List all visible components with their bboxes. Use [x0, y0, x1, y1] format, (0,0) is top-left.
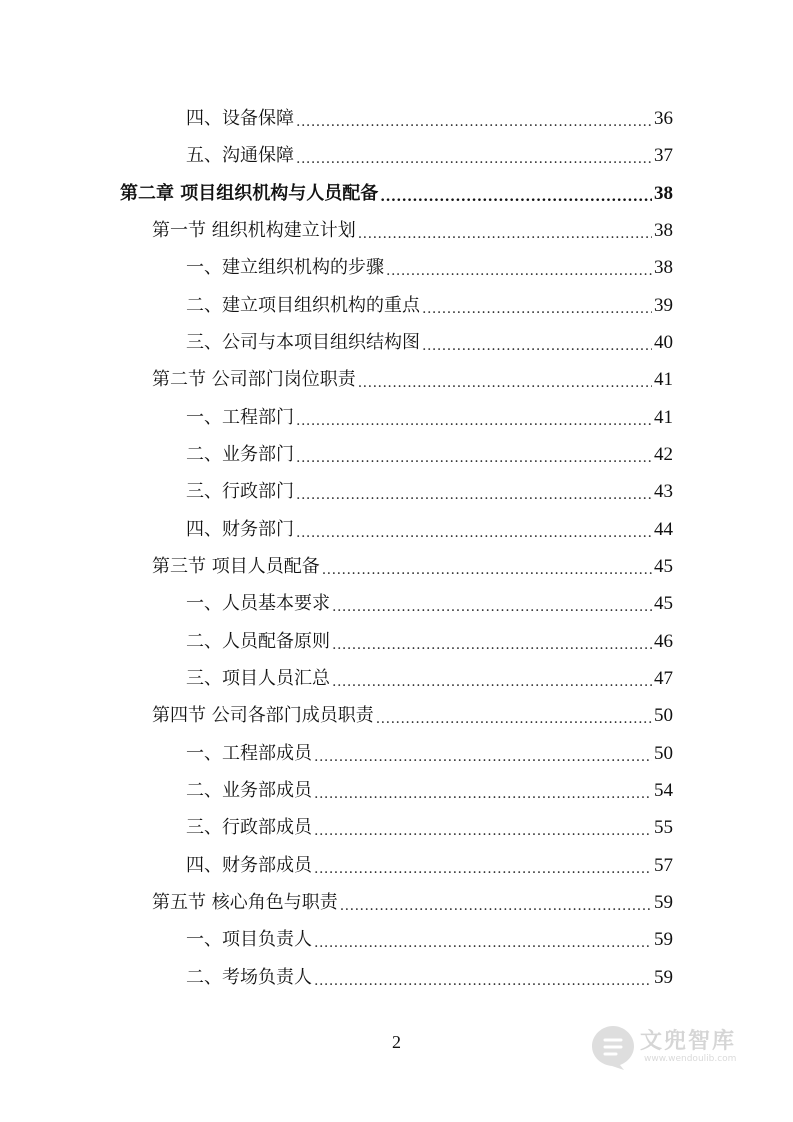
- dot-leader: [296, 145, 652, 167]
- toc-entry-label: 三、公司与本项目组织结构图: [186, 332, 420, 353]
- dot-leader: [422, 295, 652, 317]
- toc-entry-page: 42: [654, 444, 673, 465]
- dot-leader: [376, 705, 652, 727]
- toc-entry[interactable]: [186, 585, 673, 615]
- dot-leader: [296, 519, 652, 541]
- toc-entry-label: 四、设备保障: [186, 108, 294, 129]
- toc-section-entry[interactable]: [152, 212, 673, 242]
- toc-entry[interactable]: [186, 436, 673, 466]
- toc-entry-page: 40: [654, 332, 673, 353]
- dot-leader: [322, 556, 652, 578]
- toc-entry-page: 37: [654, 145, 673, 166]
- toc-entry-page: 43: [654, 481, 673, 502]
- toc-entry-label: 第五节 核心角色与职责: [152, 892, 338, 913]
- toc-entry-label: 二、建立项目组织机构的重点: [186, 295, 420, 316]
- toc-entry-label: 第二章 项目组织机构与人员配备: [120, 183, 379, 204]
- toc-section-entry[interactable]: [152, 361, 673, 391]
- dot-leader: [380, 183, 652, 205]
- toc-entry-label: 二、业务部成员: [186, 780, 312, 801]
- dot-leader: [296, 108, 652, 130]
- dot-leader: [358, 369, 652, 391]
- toc-entry-label: 五、沟通保障: [186, 145, 294, 166]
- toc-entry-label: 第一节 组织机构建立计划: [152, 220, 356, 241]
- toc-entry-label: 三、行政部成员: [186, 817, 312, 838]
- toc-entry-page: 39: [654, 295, 673, 316]
- toc-entry-label: 一、工程部门: [186, 407, 294, 428]
- dot-leader: [386, 257, 652, 279]
- toc-entry-label: 第二节 公司部门岗位职责: [152, 369, 356, 390]
- toc-entry[interactable]: [186, 623, 673, 653]
- page-number: 2: [392, 1032, 401, 1052]
- toc-entry-page: 41: [654, 369, 673, 390]
- toc-entry[interactable]: [186, 809, 673, 839]
- dot-leader: [340, 892, 652, 914]
- toc-entry-page: 50: [654, 705, 673, 726]
- toc-entry-page: 59: [654, 967, 673, 988]
- toc-entry[interactable]: [186, 399, 673, 429]
- dot-leader: [296, 407, 652, 429]
- toc-entry[interactable]: [186, 324, 673, 354]
- toc-entry[interactable]: [186, 287, 673, 317]
- toc-entry-page: 36: [654, 108, 673, 129]
- toc-entry-page: 50: [654, 743, 673, 764]
- dot-leader: [422, 332, 652, 354]
- toc-entry[interactable]: [186, 921, 673, 951]
- toc-entry[interactable]: [186, 959, 673, 989]
- watermark-brand: 文兜智库: [640, 1029, 737, 1054]
- dot-leader: [314, 817, 652, 839]
- toc-entry-page: 38: [654, 257, 673, 278]
- toc-entry[interactable]: [186, 660, 673, 690]
- toc-entry[interactable]: [186, 735, 673, 765]
- toc-entry[interactable]: [186, 249, 673, 279]
- dot-leader: [332, 668, 652, 690]
- toc-entry-label: 三、行政部门: [186, 481, 294, 502]
- dot-leader: [314, 929, 652, 951]
- dot-leader: [296, 481, 652, 503]
- toc-entry[interactable]: [186, 473, 673, 503]
- toc-entry-page: 47: [654, 668, 673, 689]
- dot-leader: [332, 593, 652, 615]
- toc-entry-label: 第三节 项目人员配备: [152, 556, 320, 577]
- toc-entry-label: 一、工程部成员: [186, 743, 312, 764]
- toc-entry[interactable]: [186, 772, 673, 802]
- dot-leader: [314, 743, 652, 765]
- dot-leader: [314, 855, 652, 877]
- toc-entry-label: 二、考场负责人: [186, 967, 312, 988]
- toc-entry-page: 57: [654, 855, 673, 876]
- dot-leader: [314, 967, 652, 989]
- toc-entry-page: 44: [654, 519, 673, 540]
- toc-entry[interactable]: [186, 847, 673, 877]
- toc-entry-label: 二、业务部门: [186, 444, 294, 465]
- toc-entry-label: 一、项目负责人: [186, 929, 312, 950]
- toc-entry-label: 一、建立组织机构的步骤: [186, 257, 384, 278]
- toc-entry-page: 38: [654, 183, 673, 204]
- dot-leader: [296, 444, 652, 466]
- toc-entry-page: 59: [654, 892, 673, 913]
- dot-leader: [358, 220, 652, 242]
- toc-entry-page: 45: [654, 556, 673, 577]
- toc-entry-label: 三、项目人员汇总: [186, 668, 330, 689]
- toc-entry[interactable]: [186, 100, 673, 130]
- toc-entry-label: 四、财务部门: [186, 519, 294, 540]
- toc-entry-page: 59: [654, 929, 673, 950]
- toc-entry-page: 46: [654, 631, 673, 652]
- toc-entry-page: 55: [654, 817, 673, 838]
- toc-entry-label: 一、人员基本要求: [186, 593, 330, 614]
- toc-chapter-entry[interactable]: [120, 175, 673, 205]
- watermark-icon: [588, 1022, 638, 1072]
- toc-entry-page: 54: [654, 780, 673, 801]
- toc-entry-page: 45: [654, 593, 673, 614]
- watermark-url: www.wendoulib.com: [644, 1054, 737, 1064]
- toc-section-entry[interactable]: [152, 884, 673, 914]
- toc-entry-page: 41: [654, 407, 673, 428]
- toc-section-entry[interactable]: [152, 548, 673, 578]
- watermark-logo: [588, 1018, 758, 1078]
- dot-leader: [332, 631, 652, 653]
- toc-entry[interactable]: [186, 137, 673, 167]
- toc-entry[interactable]: [186, 511, 673, 541]
- toc-section-entry[interactable]: [152, 697, 673, 727]
- dot-leader: [314, 780, 652, 802]
- toc-entry-page: 38: [654, 220, 673, 241]
- toc-entry-label: 二、人员配备原则: [186, 631, 330, 652]
- toc-entry-label: 四、财务部成员: [186, 855, 312, 876]
- toc-entry-label: 第四节 公司各部门成员职责: [152, 705, 374, 726]
